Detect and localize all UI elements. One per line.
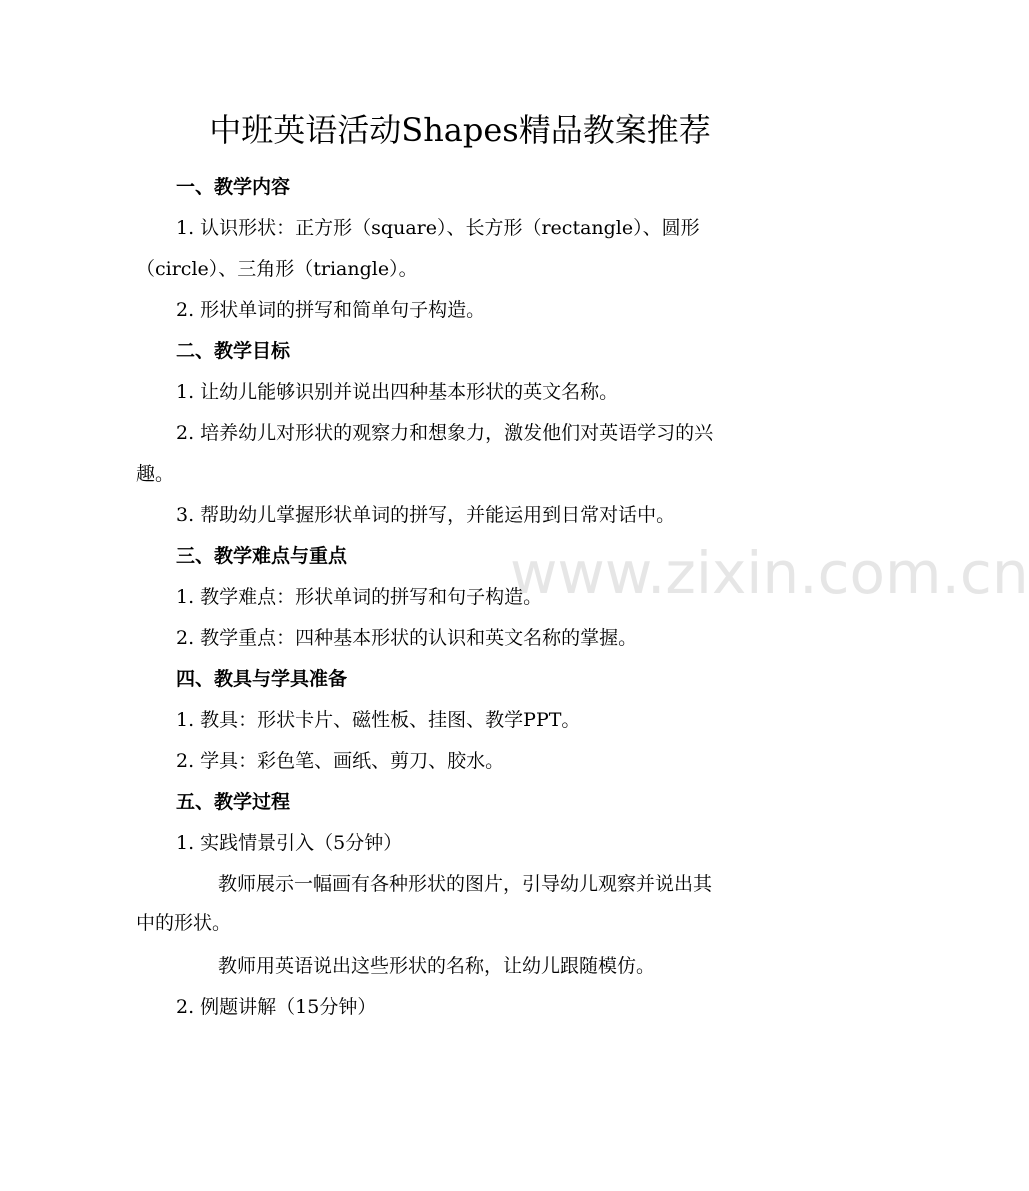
section-heading-materials: 四、教具与学具准备 bbox=[176, 668, 348, 690]
materials-item-2: 2. 学具：彩色笔、画纸、剪刀、胶水。 bbox=[176, 750, 505, 772]
section-heading-content: 一、教学内容 bbox=[176, 176, 291, 198]
section-heading-key-points: 三、教学难点与重点 bbox=[176, 545, 348, 567]
goal-item-2-line-1: 2. 培养幼儿对形状的观察力和想象力，激发他们对英语学习的兴 bbox=[176, 422, 714, 444]
process-paragraph-2: 教师用英语说出这些形状的名称，让幼儿跟随模仿。 bbox=[218, 955, 656, 977]
goal-item-2-line-2: 趣。 bbox=[136, 463, 175, 485]
materials-item-1: 1. 教具：形状卡片、磁性板、挂图、教学PPT。 bbox=[176, 709, 581, 731]
key-point-item-2: 2. 教学重点：四种基本形状的认识和英文名称的掌握。 bbox=[176, 627, 638, 649]
watermark: www.zixin.com.cn bbox=[510, 539, 1029, 607]
content-item-2: 2. 形状单词的拼写和简单句子构造。 bbox=[176, 299, 486, 321]
content-item-1-line-1: 1. 认识形状：正方形（square）、长方形（rectangle）、圆形 bbox=[176, 217, 700, 239]
goal-item-1: 1. 让幼儿能够识别并说出四种基本形状的英文名称。 bbox=[176, 381, 619, 403]
process-paragraph-1-line-2: 中的形状。 bbox=[136, 912, 232, 934]
process-paragraph-1-line-1: 教师展示一幅画有各种形状的图片，引导幼儿观察并说出其 bbox=[218, 873, 713, 895]
key-point-item-1: 1. 教学难点：形状单词的拼写和句子构造。 bbox=[176, 586, 543, 608]
process-item-2: 2. 例题讲解（15分钟） bbox=[176, 996, 377, 1018]
document-title: 中班英语活动Shapes精品教案推荐 bbox=[209, 111, 711, 149]
process-item-1: 1. 实践情景引入（5分钟） bbox=[176, 832, 403, 854]
goal-item-3: 3. 帮助幼儿掌握形状单词的拼写，并能运用到日常对话中。 bbox=[176, 504, 676, 526]
content-item-1-line-2: （circle）、三角形（triangle）。 bbox=[136, 258, 418, 280]
section-heading-process: 五、教学过程 bbox=[176, 791, 291, 813]
section-heading-goals: 二、教学目标 bbox=[176, 340, 291, 362]
